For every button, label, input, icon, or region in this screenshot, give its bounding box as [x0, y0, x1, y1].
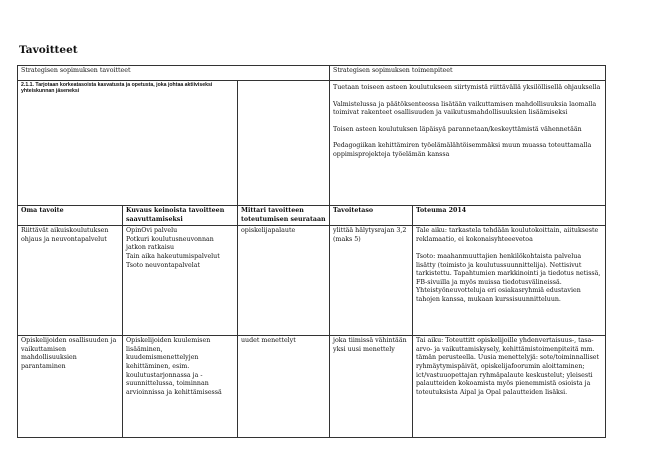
means-cell: Opiskelijoiden kuulemisen lisääminen, kuudemismenettelyjen kehittäminen, esim. koulutustarjonnassa ja -suunnittelussa, toiminnan arvioinnissa ja kehittämisessä — [123, 336, 238, 438]
strategic-goal-cell: 2.1.1. Tarjotaan korkeatasoista kasvatusta ja opetusta, joka johtaa aktiiviseksi yhteiskunnan jäseneksi — [18, 81, 238, 206]
measure-item: Valmistelussa ja päätöksenteossa lisätään vaikuttamisen mahdollisuuksia laomalla toimivat rakenteet osallisuuden ja vaikutusmahdollisuuksien lisäämiseksi — [333, 100, 597, 117]
measures-cell — [330, 81, 606, 206]
column-header: Kuvaus keinoista tavoitteen saavuttamiseksi — [123, 206, 238, 226]
table-header-row — [18, 66, 606, 81]
measure-item: Pedagogiikan kehittämiren työelämälähtöisemmäksi muun muassa toteuttamalla oppimisprojekteja työelämän kanssa — [333, 142, 592, 158]
table-row — [18, 336, 606, 438]
column-header-row — [18, 206, 606, 226]
empty-cell — [238, 81, 330, 206]
own-goal-cell: Riittävät aikuiskoulutuksen ohjaus ja neuvontapalvelut — [18, 226, 123, 336]
header-right-cell: Strategisen sopimuksen toimenpiteet — [330, 66, 606, 81]
metric-cell: opiskelijapalaute — [238, 226, 330, 336]
column-header: Mittari tavoitteen toteutumisen seurataan — [238, 206, 330, 226]
actual-cell: Tai aiku: Toteuttitt opiskelijoille yhdenvertaisuus-, tasa-arvo- ja vaikuttamiskysely, kehittämistoimenpiteitä mm. tämän perusteella. Uusia menettelyjä: sote/toiminnalliset ryhmäytymispäivät, opiskelijafoorumin aloittaminen; ict/vastuuopettajan ryhmäpalaute keskustelut; yleisesti palautteiden kokoamista myös pienemmistä osioista ja toteutuksista Aipal ja Opal palautteiden lisäksi. — [413, 336, 606, 438]
goals-table — [17, 65, 606, 438]
goal-row — [18, 81, 606, 206]
header-left-cell: Strategisen sopimuksen tavoitteet — [18, 66, 330, 81]
target-cell: joka tiimissä vähintään yksi uusi menettely — [330, 336, 413, 438]
column-header: Toteuma 2014 — [413, 206, 606, 226]
table-row — [18, 226, 606, 336]
page-title: Tavoitteet — [19, 44, 78, 56]
means-cell: OpinOvi palvelu Potkuri koulutusneuvonnan jatkon ratkaisu Tain aika hakeutumispalvelut Tsoto neuvontapalvelat — [123, 226, 238, 336]
actual-cell: Tale aiku: tarkastela tehdään koulutokoittain, aiitukseste reklamaatio, ei kokonaisyhteeevetoa Tsoto: maahanmuuttajien henkilökohtaista palvelua lisätty (toimisto ja koulutussuunnittelija). Nettisivut tarkistettu. Tapahtumien markkinointi ja tiedotus netissä, FB-sivuilla ja myös muissa tiedotusvälineissä. Yhteistyöneuvotteluja eri osiakasryhmiä edustavien tahojen kanssa, mukaan kurssisuunnitteluun. — [413, 226, 606, 336]
metric-cell: uudet menettelyt — [238, 336, 330, 438]
column-header: Oma tavoite — [18, 206, 123, 226]
target-cell: ylittää hälytysrajan 3,2 (maks 5) — [330, 226, 413, 336]
measure-item: Toisen asteen koulutuksen läpäisyä parannetaan/keskeyttämistä vähennetään — [333, 125, 582, 133]
own-goal-cell: Opiskelijoiden osallisuuden ja vaikuttamisen mahdollisuuksien parantaminen — [18, 336, 123, 438]
column-header: Tavoitetaso — [330, 206, 413, 226]
measure-item: Tuetaan toiseen asteen koulutukseen siirtymistä riittävällä yksilöllisellä ohjauksella — [333, 84, 601, 91]
